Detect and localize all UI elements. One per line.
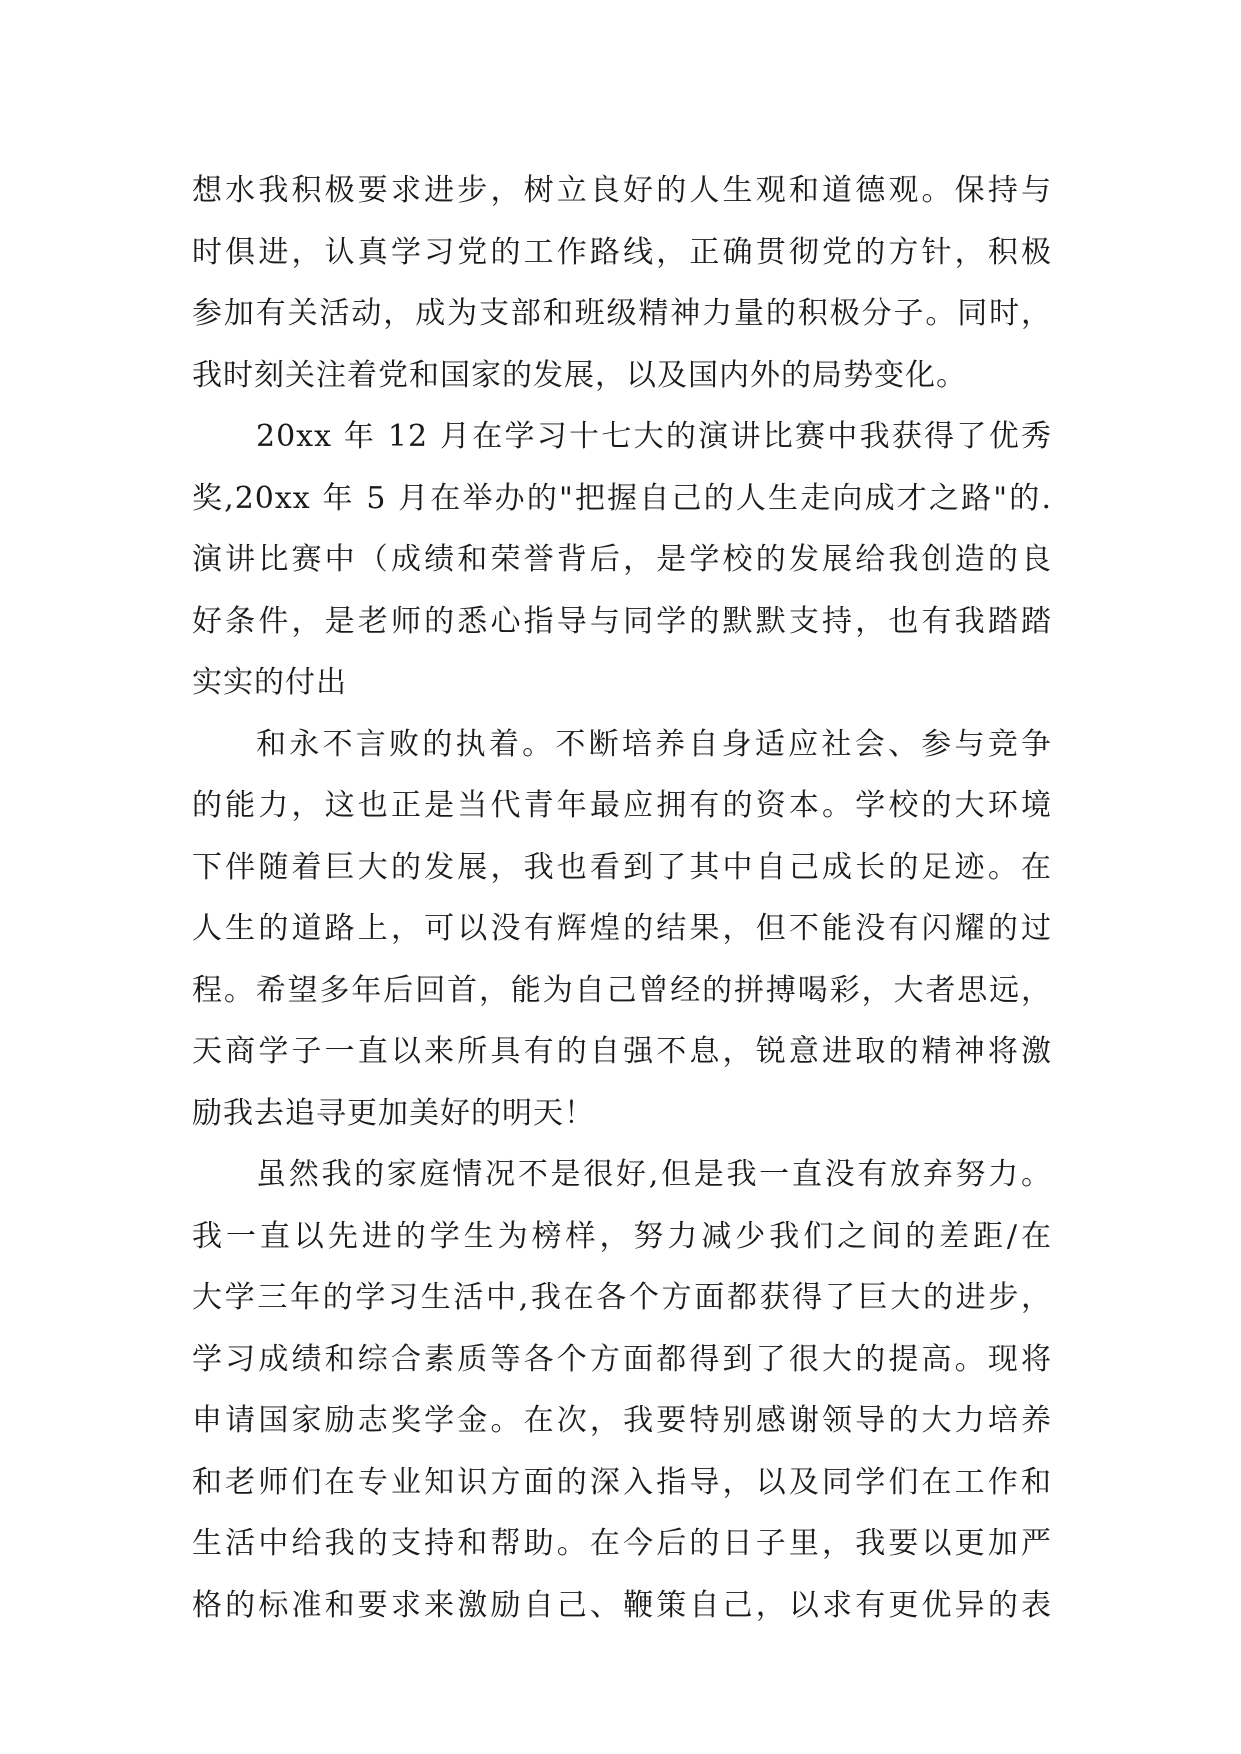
text-line: 学习成绩和综合素质等各个方面都得到了很大的提高。现将 bbox=[192, 1341, 1052, 1377]
text-line: 申请国家励志奖学金。在次，我要特别感谢领导的大力培养 bbox=[192, 1403, 1052, 1438]
text-line: 大学三年的学习生活中,我在各个方面都获得了巨大的进步， bbox=[192, 1280, 1052, 1315]
text-line: 奖,20xx 年 5 月在举办的"把握自己的人生走向成才之路"的. bbox=[192, 480, 1052, 516]
document-body bbox=[192, 160, 1052, 1636]
text-line: 天商学子一直以来所具有的自强不息，锐意进取的精神将激 bbox=[192, 1034, 1052, 1069]
text-line: 生活中给我的支持和帮助。在今后的日子里，我要以更加严 bbox=[192, 1526, 1052, 1561]
text-line: 人生的道路上，可以没有辉煌的结果，但不能没有闪耀的过 bbox=[192, 911, 1052, 946]
text-line: 和永不言败的执着。不断培养自身适应社会、参与竞争 bbox=[256, 726, 1052, 762]
text-line: 格的标准和要求来激励自己、鞭策自己，以求有更优异的表 bbox=[192, 1587, 1052, 1623]
text-line: 演讲比赛中（成绩和荣誉背后，是学校的发展给我创造的良 bbox=[192, 542, 1052, 577]
text-line: 好条件，是老师的悉心指导与同学的默默支持，也有我踏踏 bbox=[192, 603, 1052, 639]
text-line: 励我去追寻更加美好的明天！ bbox=[192, 1095, 595, 1131]
text-line: 实实的付出 bbox=[192, 665, 347, 700]
text-line: 我一直以先进的学生为榜样，努力减少我们之间的差距/在 bbox=[192, 1218, 1052, 1254]
text-line: 和老师们在专业知识方面的深入指导，以及同学们在工作和 bbox=[192, 1464, 1052, 1500]
text-line: 想水我积极要求进步，树立良好的人生观和道德观。保持与 bbox=[192, 173, 1052, 208]
text-line: 我时刻关注着党和国家的发展，以及国内外的局势变化。 bbox=[192, 357, 967, 393]
text-line: 的能力，这也正是当代青年最应拥有的资本。学校的大环境 bbox=[192, 788, 1052, 823]
text-line: 参加有关活动，成为支部和班级精神力量的积极分子。同时， bbox=[192, 296, 1052, 331]
text-line: 程。希望多年后回首，能为自己曾经的拼搏喝彩，大者思远， bbox=[192, 972, 1052, 1008]
text-line: 下伴随着巨大的发展，我也看到了其中自己成长的足迹。在 bbox=[192, 849, 1052, 885]
text-line: 20xx 年 12 月在学习十七大的演讲比赛中我获得了优秀 bbox=[256, 419, 1052, 454]
text-line: 虽然我的家庭情况不是很好,但是我一直没有放弃努力。 bbox=[256, 1157, 1052, 1192]
text-line: 时俱进，认真学习党的工作路线，正确贯彻党的方针，积极 bbox=[192, 234, 1052, 270]
